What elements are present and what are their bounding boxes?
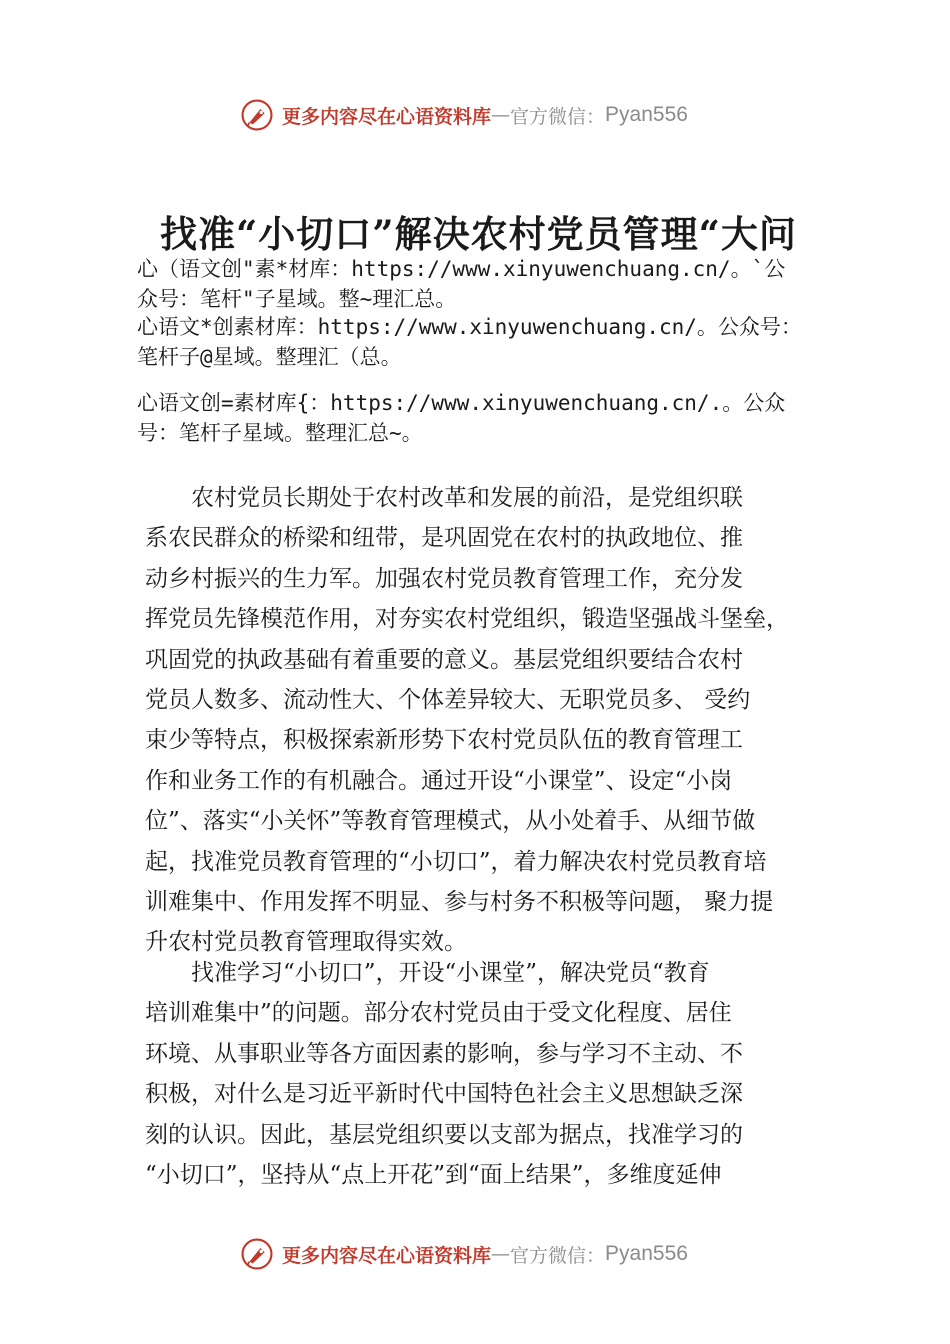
source-note-3: 心语文创=素材库{：https://www.xinyuwenchuang.cn/.。公众 号：笔杆子星域。整理汇总~。 — [137, 391, 786, 445]
pen-nib-logo-icon — [240, 1237, 274, 1271]
pen-nib-logo-icon — [240, 98, 274, 132]
banner-wechat-handle: Pyan556 — [605, 1242, 688, 1265]
header-banner — [240, 97, 688, 133]
banner-brand-text: 更多内容尽在心语资料库 — [282, 105, 492, 128]
banner-wechat-label: 官方微信： — [510, 105, 606, 128]
body-paragraph-1: 农村党员长期处于农村改革和发展的前沿，是党组织联 系农民群众的桥梁和纽带，是巩固党在农村的执政地位、推 动乡村振兴的生力军。加强农村党员教育管理工作，充分发 挥党员先锋模范作用，对夯实农村党组织，锻造坚强战斗堡垒， 巩固党的执政基础有着重要的意义。基层党组织要结合农村 党员人数多、流动性大、个体差异较大、无职党员多、 受约 束少等特点，积极探索新形势下农村党员队伍的教育管理工 作和业务工作的有机融合。通过开设“小课堂”、设定“小岗 位”、落实“小关怀”等教育管理模式，从小处着手、从细节做 起，找准党员教育管理的“小切口”，着力解决农村党员教育培 训难集中、作用发挥不明显、参与村务不积极等问题， 聚力提 升农村党员教育管理取得实效。 — [145, 485, 789, 956]
document-title: 找准“小切口”解决农村党员管理“大问 — [160, 212, 797, 256]
banner-separator: — — [491, 1243, 511, 1265]
banner-brand-text: 更多内容尽在心语资料库 — [282, 1244, 492, 1267]
footer-banner — [240, 1236, 688, 1272]
body-paragraph-2: 找准学习“小切口”，开设“小课堂”，解决党员“教育 培训难集中”的问题。部分农村党员由于受文化程度、居住 环境、从事职业等各方面因素的影响，参与学习不主动、不 积极，对什么是习近平新时代中国特色社会主义思想缺乏深 刻的认识。因此，基层党组织要以支部为据点，找准学习的 “小切口”，坚持从“点上开花”到“面上结果”，多维度延伸 — [145, 960, 743, 1189]
banner-wechat-label: 官方微信： — [510, 1244, 606, 1267]
banner-separator: — — [491, 104, 511, 126]
source-note-1: 心（语文创"素*材库：https://www.xinyuwenchuang.cn/。`公 众号：笔杆"子星域。整~理汇总。 — [137, 257, 786, 311]
source-note-2: 心语文*创素材库：https://www.xinyuwenchuang.cn/。公众号： 笔杆子@星域。整理汇（总。 — [137, 315, 802, 369]
banner-wechat-handle: Pyan556 — [605, 103, 688, 126]
